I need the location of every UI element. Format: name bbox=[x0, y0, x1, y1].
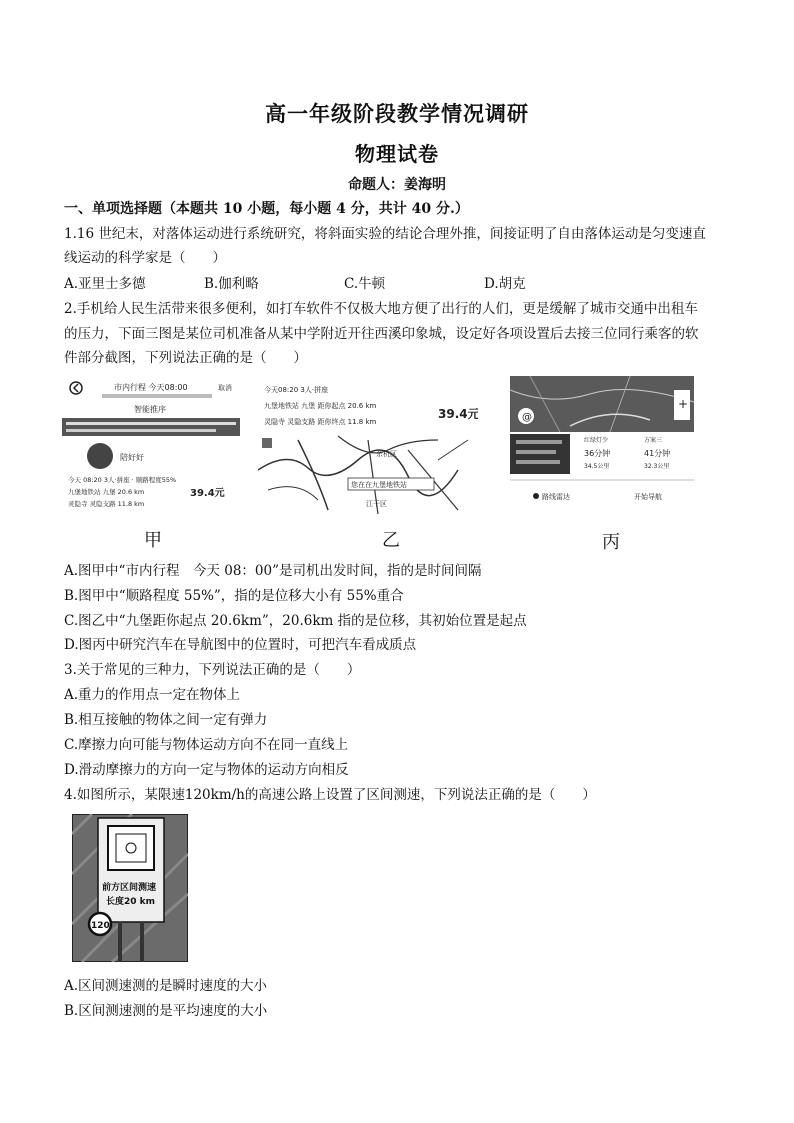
q3-option-a: A.重力的作用点一定在物体上 bbox=[64, 687, 241, 703]
figure-yi bbox=[258, 380, 478, 514]
q4-option-a: A.区间测速测的是瞬时速度的大小 bbox=[64, 978, 268, 994]
q2-option-c: C.图乙中“九堡距你起点 20.6km”，20.6km 指的是位移，其初始位置是起点 bbox=[64, 613, 527, 629]
caption-yi: 乙 bbox=[382, 530, 400, 551]
jia-row1: 今天 08:20 3人·拼座 · 顺路程度55% bbox=[68, 476, 177, 484]
jia-cancel: 取消 bbox=[218, 384, 232, 392]
q1-option-b: B.伽利略 bbox=[204, 276, 259, 292]
q3-option-c: C.摩擦力向可能与物体运动方向不在同一直线上 bbox=[64, 737, 349, 753]
section-heading: 一、单项选择题（本题共 10 小题，每小题 4 分，共计 40 分.） bbox=[64, 201, 469, 217]
yi-district2: 江干区 bbox=[366, 500, 387, 508]
svg-text:+: + bbox=[678, 397, 689, 411]
q3-option-d: D.滑动摩擦力的方向一定与物体的运动方向相反 bbox=[64, 762, 349, 778]
svg-text:@: @ bbox=[522, 412, 532, 423]
jia-row2: 九堡地铁站 九堡 20.6 km bbox=[68, 488, 145, 496]
jia-top-line: 市内行程 今天08:00 bbox=[114, 383, 188, 392]
q3-option-b: B.相互接触的物体之间一定有弹力 bbox=[64, 712, 268, 728]
bing-plan1: 红绿灯少 bbox=[584, 437, 609, 444]
yi-stop: 您在在九堡地铁站 bbox=[351, 481, 407, 489]
exam-subject: 物理试卷 bbox=[355, 142, 439, 166]
caption-bing: 丙 bbox=[602, 532, 620, 553]
jia-price: 39.4元 bbox=[190, 488, 225, 499]
q1-option-d: D.胡克 bbox=[484, 276, 526, 292]
q4-option-b: B.区间测速测的是平均速度的大小 bbox=[64, 1003, 268, 1019]
q3-stem: 3.关于常见的三种力，下列说法正确的是（ ） bbox=[64, 662, 361, 678]
yi-district: 余杭区 bbox=[376, 450, 397, 458]
sign-line1: 前方区间测速 bbox=[102, 883, 157, 893]
q1-option-a: A.亚里士多德 bbox=[64, 276, 146, 292]
jia-button: 智能推序 bbox=[134, 405, 166, 414]
q2-option-a: A.图甲中“市内行程 今天 08：00”是司机出发时间，指的是时间间隔 bbox=[64, 563, 482, 579]
q2-option-d: D.图丙中研究汽车在导航图中的位置时，可把汽车看成质点 bbox=[64, 637, 417, 653]
q4-stem: 4.如图所示，某限速120km/h的高速公路上设置了区间测速，下列说法正确的是（ ） bbox=[64, 787, 596, 803]
q2-stem-line3: 件部分截图，下列说法正确的是（ ） bbox=[64, 350, 307, 366]
yi-row2: 九堡地铁站 九堡 距你起点 20.6 km bbox=[264, 402, 377, 410]
jia-row3: 灵隐寺 灵隐支路 11.8 km bbox=[68, 500, 145, 508]
bing-footer-right: 开始导航 bbox=[634, 493, 662, 501]
yi-row1: 今天08:20 3人·拼座 bbox=[264, 386, 329, 394]
bing-route1-time: 36分钟 bbox=[584, 449, 611, 458]
exam-author: 命题人：姜海明 bbox=[348, 177, 446, 193]
q2-stem-line1: 2.手机给人民生活带来很多便利，如打车软件不仅极大地方便了出行的人们，更是缓解了城市交通中出租车 bbox=[64, 301, 698, 317]
bing-plan2: 方案三 bbox=[644, 437, 663, 444]
bing-route2-dist: 32.3公里 bbox=[644, 463, 670, 470]
figure-bing bbox=[510, 376, 694, 510]
q2-option-b: B.图甲中“顺路程度 55%”，指的是位移大小有 55%重合 bbox=[64, 588, 404, 604]
jia-status: 陪好好 bbox=[120, 453, 144, 462]
bing-route2-time: 41分钟 bbox=[644, 449, 671, 458]
bing-route1-dist: 34.5公里 bbox=[584, 463, 610, 470]
q2-stem-line2: 的压力，下面三图是某位司机准备从某中学附近开往西溪印象城，设定好各项设置后去接三位同行乘客的软 bbox=[64, 326, 699, 342]
exam-title: 高一年级阶段教学情况调研 bbox=[265, 101, 529, 126]
q1-stem-line1: 1.16 世纪末，对落体运动进行系统研究，将斜面实验的结论合理外推，间接证明了自由落体运动是匀变速直 bbox=[64, 226, 706, 242]
caption-jia: 甲 bbox=[144, 530, 162, 551]
sign-speed-limit: 120 bbox=[91, 921, 110, 931]
figure-speed-sign bbox=[72, 814, 188, 962]
yi-row3: 灵隐寺 灵隐支路 距你终点 11.8 km bbox=[264, 418, 377, 426]
yi-price: 39.4元 bbox=[438, 407, 478, 421]
bing-footer-left: 路线雷达 bbox=[542, 493, 570, 501]
figure-jia bbox=[62, 378, 240, 518]
sign-line2: 长度20 km bbox=[106, 897, 156, 907]
q1-stem-line2: 线运动的科学家是（ ） bbox=[64, 250, 226, 266]
q1-option-c: C.牛顿 bbox=[344, 276, 386, 292]
